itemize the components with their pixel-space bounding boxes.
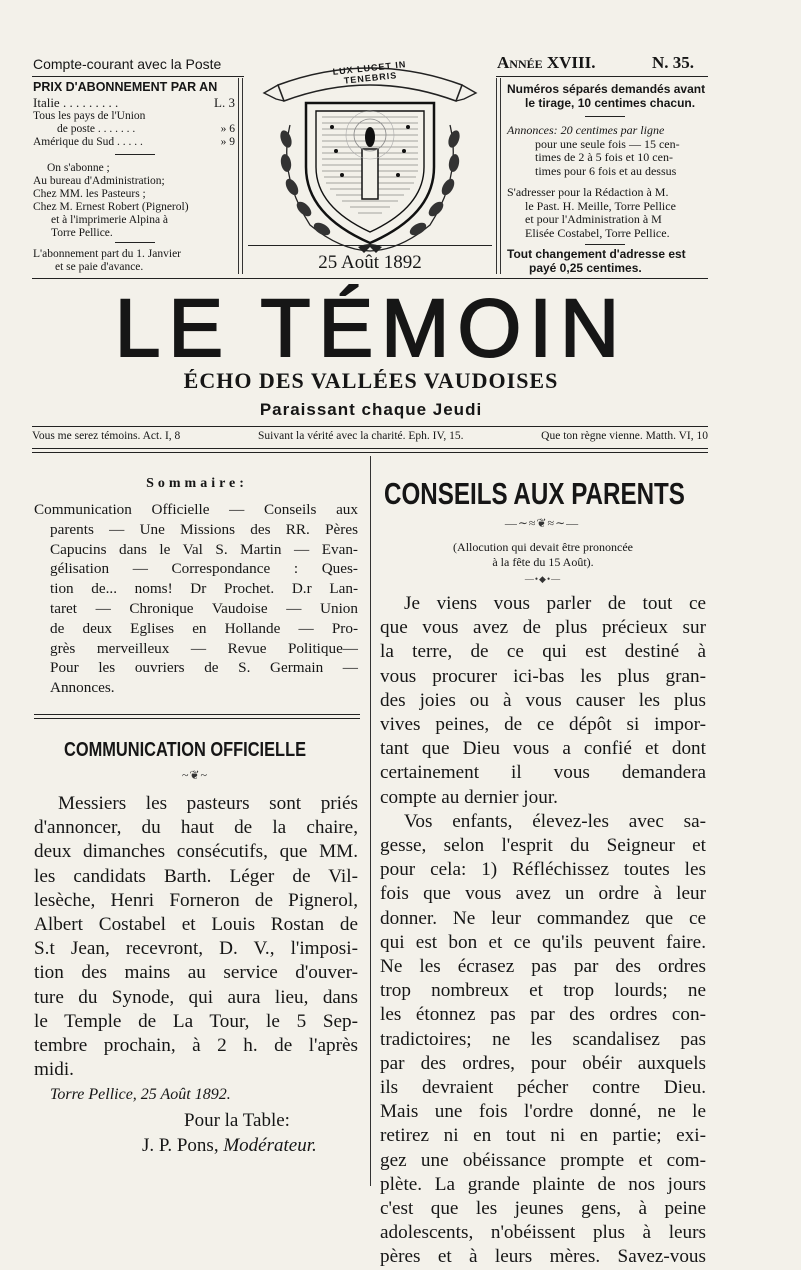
rate-row xyxy=(33,110,235,123)
annonces-line: Annonces: 20 centimes par ligne xyxy=(507,123,665,137)
conseils-body xyxy=(380,592,706,1270)
pour-la-table: Pour la Table: xyxy=(184,1110,290,1131)
rule xyxy=(496,76,708,77)
body-line: la terre, de ce qui est destiné à xyxy=(380,641,706,663)
ornament-divider: —∼≈❦≈∼— xyxy=(504,516,580,530)
rate-value: L. 3 xyxy=(214,95,235,110)
body-line: retirez ni en tout ni en partie; exi- xyxy=(380,1125,706,1147)
body-line: vous procurer ici-bas les plus gran- xyxy=(380,665,706,687)
ornament-divider: ~❦~ xyxy=(181,768,209,782)
vrule xyxy=(242,78,243,274)
body-line: pères et à leurs mères. Savez-vous xyxy=(380,1246,706,1268)
conseils-title: CONSEILS AUX PARENTS xyxy=(384,476,685,511)
short-rule xyxy=(115,154,155,155)
sommaire-line: gélisation — Correspondance : Ques- xyxy=(50,560,358,578)
rule xyxy=(32,426,708,427)
numeros-line: Numéros séparés demandés avant xyxy=(507,82,706,96)
body-line: certainement il vous demandera xyxy=(380,762,706,784)
adresser-line: S'adresser pour la Rédaction à M. xyxy=(507,185,669,199)
annonces-line: times pour 6 fois et au dessus xyxy=(535,163,677,178)
subscribe-line: Torre Pellice. xyxy=(51,227,113,239)
sommaire-line: Capucins dans le Val S. Martin — Evan- xyxy=(50,540,358,558)
sommaire-line: grès merveilleux — Revue Politique— xyxy=(50,639,358,657)
rule xyxy=(34,714,360,715)
rate-value: » 6 xyxy=(220,123,235,135)
mottos-row xyxy=(32,430,708,442)
sommaire-line: parents — Une Missions des RR. Pères xyxy=(50,520,358,538)
body-line: que vous avez de plus précieux sur xyxy=(380,617,706,639)
changement-line: payé 0,25 centimes. xyxy=(529,260,642,275)
body-line: vives peines, de ce dépôt si impor- xyxy=(380,714,706,736)
note-line: (Allocution qui devait être prononcée xyxy=(453,540,633,554)
body-line: c'est que les jeunes gens, à peine xyxy=(380,1198,706,1220)
body-line: les candidats Barth. Léger de Vil- xyxy=(34,865,358,887)
sommaire-line: taret — Chronique Vaudoise — Union xyxy=(50,599,358,617)
communication-body xyxy=(34,792,358,1082)
adresser-line: le Past. H. Meille, Torre Pellice xyxy=(525,198,676,213)
sommaire-line: Communication Officielle — Conseils aux xyxy=(34,501,358,518)
body-line: deux dimanches consécutifs, que MM. xyxy=(34,841,358,863)
ornament-divider: —•◆•— xyxy=(524,574,562,584)
body-line: ils devraient pécher contre Dieu. xyxy=(380,1077,706,1099)
body-line: Vos enfants, élevez-les avec sa- xyxy=(404,810,706,832)
column-divider xyxy=(370,456,371,1186)
numero: N. 35. xyxy=(652,53,695,72)
vrule xyxy=(500,78,501,274)
rate-row xyxy=(33,136,235,149)
rate-row xyxy=(33,96,235,110)
body-line: compte au dernier jour. xyxy=(380,786,558,808)
subscribe-info xyxy=(33,162,238,240)
short-rule xyxy=(115,242,155,243)
body-line: des joies ou à vous causer les plus xyxy=(380,689,706,711)
body-line: S.t Jean, recevront, D. V., l'imposi- xyxy=(34,938,358,960)
annonces-info xyxy=(507,124,680,178)
rates-list xyxy=(33,96,235,149)
adresser-line: et pour l'Administration à M xyxy=(525,212,662,226)
place-date: Torre Pellice, 25 Août 1892. xyxy=(50,1086,231,1103)
motto-left: Vous me serez témoins. Act. I, 8 xyxy=(32,430,181,442)
body-line: tion des mains au service d'ouver- xyxy=(34,962,358,984)
subscribe-line: Chez M. Ernest Robert (Pignerol) xyxy=(33,201,189,213)
body-line: tembre prochain, à 2 h. de l'après xyxy=(34,1035,358,1057)
rule xyxy=(248,245,492,246)
rate-label: de poste . . . . . . . xyxy=(57,123,136,135)
issue-date: 25 Août 1892 xyxy=(318,252,422,273)
body-line: trop nombreux et trop lourds; ne xyxy=(380,980,706,1002)
sommaire-line: de deux Eglises en Hollande — Pro- xyxy=(50,619,358,637)
body-line: donner. Ne leur commandez que ce xyxy=(380,907,706,929)
sommaire-line: Pour les ouvriers de S. Germain — xyxy=(50,659,358,677)
body-line: par des ordres, pour obéir auxquels xyxy=(380,1052,706,1074)
masthead-title: LE TÉMOIN xyxy=(114,283,628,374)
subscribe-line: Chez MM. les Pasteurs ; xyxy=(33,188,146,200)
body-line: gez une obéissance prompte et com- xyxy=(380,1149,706,1171)
body-line: adolescents, n'obéissent plus à leurs xyxy=(380,1222,706,1244)
body-line: Messiers les pasteurs sont priés xyxy=(58,793,358,814)
rule xyxy=(32,278,708,279)
body-line: les étonnez pas par des ordres con- xyxy=(380,1004,706,1026)
body-line: gesse, selon l'esprit du Seigneur et xyxy=(380,835,706,857)
emblem xyxy=(250,55,490,255)
body-line: lesèche, Henri Forneron de Pignerol, xyxy=(34,889,358,911)
numeros-info xyxy=(507,82,705,110)
rate-row xyxy=(33,123,235,136)
communication-title: COMMUNICATION OFFICIELLE xyxy=(64,739,307,761)
body-line: plète. La grande plainte de nos jours xyxy=(380,1173,706,1195)
signature-name: J. P. Pons, xyxy=(142,1135,219,1156)
numeros-line: le tirage, 10 centimes chacun. xyxy=(525,96,696,110)
abonnement-info xyxy=(33,248,238,274)
annonces-line: pour une seule fois — 15 cen- xyxy=(535,136,680,151)
emblem-motto: LUX LUCET IN TENEBRIS xyxy=(332,59,407,86)
sommaire-body xyxy=(34,500,358,698)
subscribe-line: On s'abonne ; xyxy=(47,162,110,174)
subscribe-line: et à l'imprimerie Alpina à xyxy=(51,214,169,226)
rate-value: » 9 xyxy=(220,136,235,148)
emblem-shield-icon xyxy=(250,55,490,255)
signature xyxy=(142,1135,317,1157)
adresser-line: Elisée Costabel, Torre Pellice. xyxy=(525,225,670,240)
note-line: à la fête du 15 Août). xyxy=(492,555,594,569)
rule xyxy=(34,718,360,719)
compte-courant: Compte-courant avec la Poste xyxy=(33,56,222,72)
rate-label: Amérique du Sud . . . . . xyxy=(33,136,143,148)
changement-info xyxy=(507,248,686,275)
body-line: midi. xyxy=(34,1059,74,1081)
rule xyxy=(32,452,708,453)
body-line: tradictoires; ne les scandalisez pas xyxy=(380,1028,706,1050)
body-line: Ne les écrasez pas par des ordres xyxy=(380,956,706,978)
body-line: fois que vous avez un ordre à leur xyxy=(380,883,706,905)
signature-role: Modérateur. xyxy=(223,1135,317,1156)
rule xyxy=(32,76,244,77)
sommaire-line: Annonces. xyxy=(50,679,115,697)
rule xyxy=(32,448,708,449)
rate-label: Tous les pays de l'Union xyxy=(33,110,146,122)
rate-label: Italie . . . . . . . . . xyxy=(33,95,119,110)
abonnement-line: et se paie d'avance. xyxy=(55,261,144,273)
motto-center: Suivant la vérité avec la charité. Eph. IV, 15. xyxy=(258,430,464,442)
body-line: le Temple de La Tour, le 5 Sep- xyxy=(34,1010,358,1032)
body-line: Je viens vous parler de tout ce xyxy=(404,593,706,614)
annonces-line: times de 2 à 5 fois et 10 cen- xyxy=(535,150,673,164)
masthead-tagline: Paraissant chaque Jeudi xyxy=(259,400,483,419)
adresser-info xyxy=(507,186,676,240)
vrule xyxy=(238,78,239,274)
prix-title: PRIX D'ABONNEMENT PAR AN xyxy=(33,80,218,94)
sommaire-title: Sommaire: xyxy=(146,476,248,491)
body-line: ture du Synode, qui aura lieu, dans xyxy=(34,986,358,1008)
subscribe-line: Au bureau d'Administration; xyxy=(33,175,165,187)
motto-right: Que ton règne vienne. Matth. VI, 10 xyxy=(541,430,708,442)
abonnement-line: L'abonnement part du 1. Janvier xyxy=(33,248,182,260)
body-line: pour cela: 1) Réfléchissez toutes les xyxy=(380,859,706,881)
body-line: tant que Dieu vous a confié et dont xyxy=(380,738,706,760)
short-rule xyxy=(585,116,625,117)
short-rule xyxy=(585,244,625,245)
body-line: d'annoncer, du haut de la chaire, xyxy=(34,817,358,839)
body-line: qui est bon et ce qu'ils peuvent faire. xyxy=(380,931,706,953)
sommaire-line: tion de... noms! Dr Prochet. D.r Lan- xyxy=(50,580,358,598)
conseils-note xyxy=(380,540,706,570)
annee: Année XVIII. xyxy=(497,53,596,72)
changement-line: Tout changement d'adresse est xyxy=(507,247,686,261)
body-line: Albert Costabel et Louis Rostan de xyxy=(34,914,358,936)
vrule xyxy=(496,78,497,274)
masthead-subtitle: ÉCHO DES VALLÉES VAUDOISES xyxy=(183,368,559,393)
body-line: Mais une fois l'ordre donné, ne le xyxy=(380,1101,706,1123)
